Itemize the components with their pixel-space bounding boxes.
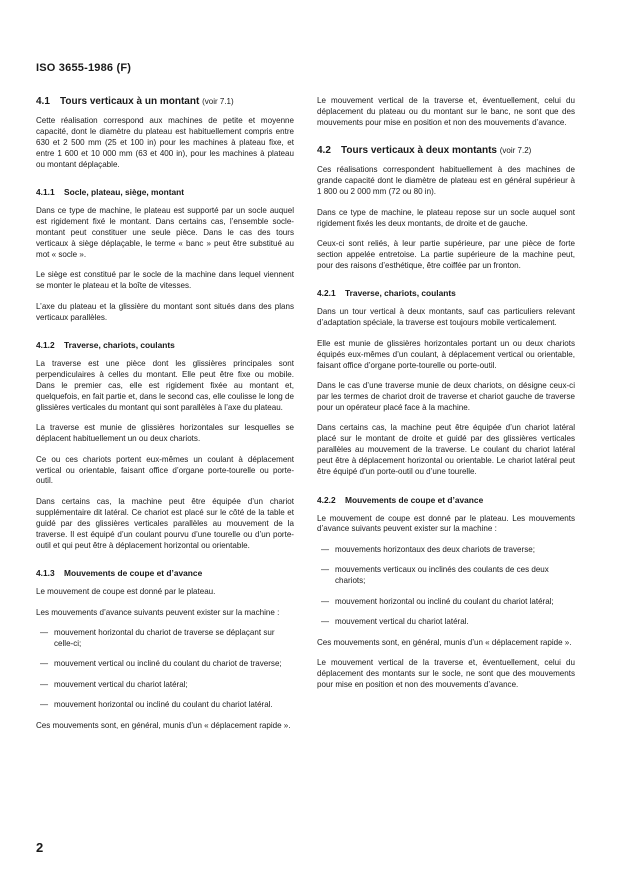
paragraph: Dans le cas d’une traverse munie de deux chariots, on désigne ceux-ci par les termes de chariot droit de traverse et chariot gauche de traverse pour un opérateur placé face à la machine.	[317, 381, 575, 412]
paragraph: L’axe du plateau et la glissière du montant sont situés dans des plans verticaux parallèles.	[36, 301, 294, 322]
right-column	[317, 96, 575, 701]
section-number: 4.2	[317, 145, 331, 157]
paragraph: Dans ce type de machine, le plateau repose sur un socle auquel sont rigidement fixés les deux montants, de droite et de gauche.	[317, 207, 575, 228]
section-number: 4.2.1	[317, 288, 336, 299]
paragraph: Ces mouvements sont, en général, munis d’un « déplacement rapide ».	[317, 637, 572, 647]
paragraph: Les mouvements d’avance suivants peuvent exister sur la machine :	[36, 607, 280, 617]
paragraph: Dans un tour vertical à deux montants, sauf cas particuliers relevant d’adaptation spéciale, la traverse est toujours mobile verticalement.	[317, 307, 575, 328]
paragraph: Cette réalisation correspond aux machines de petite et moyenne capacité, dont le diamètre du plateau est habituellement compris entre 630 et 2 500 mm (25 et 100 in) pour les machines à plateau fixe, et entre 1 600 et 10 000 mm (63 et 400 in), pour les machines à plateau ou montant déplaçable.	[36, 116, 294, 169]
list-item: — mouvement horizontal ou incliné du coulant du chariot latéral.	[36, 700, 294, 711]
paragraph: La traverse est une pièce dont les glissières principales sont perpendiculaires à celles du montant. Elle peut être fixe ou mobile. Dans le premier cas, elle est rigidement fixée au montant et, quelquefois, en fait partie et, dans le second cas, elle coulisse le long de glissières verticales du montant qui sont parallèles à l’axe du plateau.	[36, 359, 294, 412]
section-heading-4-2	[317, 145, 575, 157]
page-number: 2	[36, 840, 44, 855]
list-item: — mouvement vertical du chariot latéral;	[36, 680, 294, 691]
paragraph: Ce ou ces chariots portent eux-mêmes un coulant à déplacement vertical ou orientable, faisant office d’organe porte-tourelle ou porte-outil.	[36, 454, 294, 486]
section-number: 4.1.1	[36, 187, 55, 198]
feed-movements-list	[317, 545, 575, 628]
paragraph: Le mouvement de coupe est donné par le plateau. Les mouvements d’avance suivants peuvent exister sur la machine :	[317, 513, 575, 534]
feed-movements-list	[36, 628, 294, 711]
section-title: Mouvements de coupe et d’avance	[345, 494, 484, 505]
list-item: — mouvement horizontal du chariot de traverse se déplaçant sur celle-ci;	[36, 628, 294, 650]
paragraph: Le mouvement vertical de la traverse et, éventuellement, celui du déplacement des montants sur le socle, ne sont que des mouvements pour mise en position et non des mouvements d’avance.	[317, 658, 575, 690]
paragraph: Ces réalisations correspondent habituellement à des machines de grande capacité dont le diamètre de plateau est en général supérieur à 1 800 ou 2 000 mm (72 ou 80 in).	[317, 165, 575, 197]
paragraph: Le siège est constitué par le socle de la machine dans lequel viennent se monter le plateau et la boîte de vitesses.	[36, 270, 294, 291]
section-reference: (voir 7.2)	[499, 146, 532, 156]
section-title: Traverse, chariots, coulants	[64, 340, 175, 351]
paragraph: Dans certains cas, la machine peut être équipée d’un chariot supplémentaire dit latéral. Ce chariot est placé sur le côté de la table et guidé par des glissières verticales parallèles au mouvement de la traverse. Il est équipé d’un coulant pourvu d’une tourelle ou d’un porte-outil et qui peut être à déplacement horizontal ou orientable.	[36, 496, 294, 550]
list-item: — mouvement vertical ou incliné du coulant du chariot de traverse;	[36, 659, 294, 670]
left-column	[36, 96, 294, 741]
section-number: 4.1.2	[36, 340, 55, 351]
section-title: Tours verticaux à deux montants	[341, 145, 497, 157]
section-heading-4-1	[36, 96, 294, 108]
paragraph: Ces mouvements sont, en général, munis d’un « déplacement rapide ».	[36, 720, 291, 730]
paragraph: La traverse est munie de glissières horizontales sur lesquelles se déplacent habituellement un ou deux chariots.	[36, 423, 294, 444]
paragraph: Dans certains cas, la machine peut être équipée d’un chariot latéral placé sur le montant de droite et guidé par des glissières verticales parallèles au mouvement de la traverse. Le coulant du chariot latéral peut être à déplacement horizontal ou orientable. Le chariot latéral peut être équipé d’un porte-outil ou d’une tourelle.	[317, 423, 575, 476]
list-item: — mouvement horizontal ou incliné du coulant du chariot latéral;	[317, 597, 575, 608]
section-number: 4.1.3	[36, 568, 55, 579]
paragraph: Ceux-ci sont reliés, à leur partie supérieure, par une pièce de forte section appelée entretoise. La partie supérieure de la machine peut, pour des raisons d’esthétique, être coiffée par un fronton.	[317, 239, 575, 270]
list-item: — mouvement vertical du chariot latéral.	[317, 617, 575, 628]
document-header: ISO 3655-1986 (F)	[36, 62, 132, 74]
section-heading-4-1-1	[36, 187, 294, 198]
section-title: Socle, plateau, siège, montant	[64, 187, 185, 198]
section-title: Traverse, chariots, coulants	[345, 288, 456, 299]
section-number: 4.2.2	[317, 494, 336, 505]
section-reference: (voir 7.1)	[202, 97, 234, 106]
section-number: 4.1	[36, 96, 50, 107]
paragraph: Le mouvement vertical de la traverse et, éventuellement, celui du déplacement du plateau ou du montant sur le banc, ne sont que des mouvements pour mise en position et non des mouvements d’avance.	[317, 96, 575, 127]
section-heading-4-2-1	[317, 288, 575, 299]
paragraph: Dans ce type de machine, le plateau est supporté par un socle auquel est rigidement fixé le montant. Dans certains cas, l’ensemble socle-montant peut constituer une seule pièce. Dans le cas des tours verticaux à siège déplaçable, le terme « banc » peut être substitué au mot « socle ».	[36, 206, 294, 259]
section-title: Mouvements de coupe et d’avance	[64, 568, 203, 579]
section-heading-4-1-2	[36, 340, 294, 351]
section-heading-4-1-3	[36, 568, 294, 579]
section-heading-4-2-2	[317, 495, 575, 506]
list-item: — mouvements horizontaux des deux chariots de traverse;	[317, 545, 575, 556]
section-title: Tours verticaux à un montant	[60, 96, 200, 107]
paragraph: Le mouvement de coupe est donné par le plateau.	[36, 587, 216, 597]
list-item: — mouvements verticaux ou inclinés des coulants de ces deux chariots;	[317, 565, 575, 587]
paragraph: Elle est munie de glissières horizontales portant un ou deux chariots équipés eux-mêmes d’un coulant, à déplacement vertical ou orientable, faisant office d’organe porte-tourelle ou porte-outil.	[317, 338, 575, 370]
